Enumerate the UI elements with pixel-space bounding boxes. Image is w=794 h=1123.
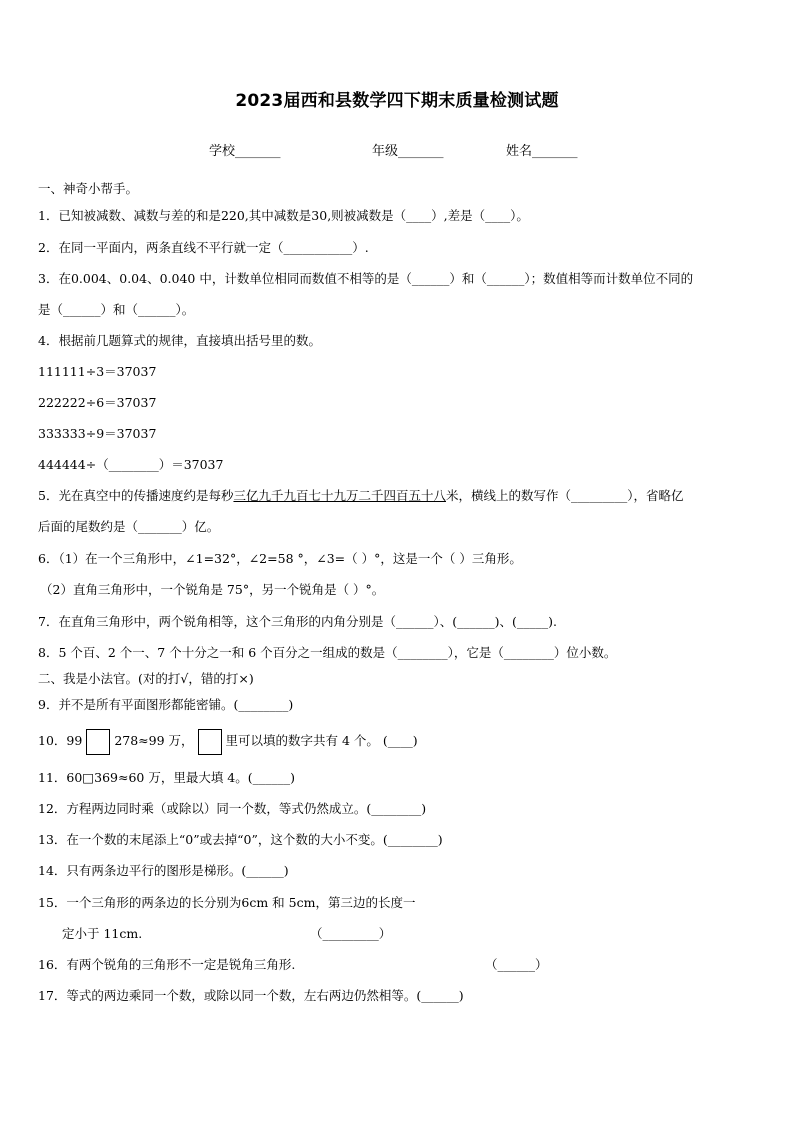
school-field: 学校_______ <box>209 144 281 159</box>
name-field: 姓名_______ <box>506 144 578 159</box>
question-5-suffix: 米，横线上的数写作（_________），省略亿 <box>445 488 684 503</box>
question-5-line-2: 后面的尾数约是（_______）亿。 <box>38 519 220 534</box>
question-6-part-2: （2）直角三角形中，一个锐角是 75°，另一个锐角是（ ）°。 <box>40 582 385 597</box>
question-10 <box>38 728 418 755</box>
question-4-equation-1: 111111÷3＝37037 <box>38 364 157 379</box>
section-heading-1: 一、神奇小帮手。 <box>38 181 139 196</box>
question-9: 9．并不是所有平面图形都能密铺。(________) <box>38 697 294 712</box>
question-13: 13．在一个数的末尾添上“0”或去掉“0”，这个数的大小不变。(________) <box>38 832 443 847</box>
answer-box[interactable] <box>198 729 222 755</box>
question-3-line-1: 3．在0.004、0.04、0.040 中，计数单位相同而数值不相等的是（______）和（______）；数值相等而计数单位不同的 <box>38 271 694 286</box>
question-4-equation-4: 444444÷（________）＝37037 <box>38 457 224 472</box>
question-7: 7．在直角三角形中，两个锐角相等，这个三角形的内角分别是（______）、(______)、(_____). <box>38 614 557 629</box>
question-15-line-2: 定小于 11cm. <box>62 926 143 941</box>
question-16: 16．有两个锐角的三角形不一定是锐角三角形. <box>38 957 296 972</box>
answer-box[interactable] <box>86 729 110 755</box>
question-5-underlined-number: 三亿九千九百七十九万二千四百五十八 <box>233 488 446 503</box>
question-8: 8．5 个百、2 个一、7 个十分之一和 6 个百分之一组成的数是（________），它是（________）位小数。 <box>38 645 617 660</box>
section-heading-2: 二、我是小法官。(对的打√，错的打×) <box>38 671 254 686</box>
grade-field: 年级_______ <box>372 144 444 159</box>
question-10-suffix: 里可以填的数字共有 4 个。 (____) <box>225 733 418 748</box>
question-15-answer-blank: （_________） <box>310 926 392 941</box>
question-5-prefix: 5．光在真空中的传播速度约是每秒 <box>38 488 234 503</box>
question-10-prefix: 10．99 <box>38 733 83 748</box>
question-14: 14．只有两条边平行的图形是梯形。(______) <box>38 863 289 878</box>
question-12: 12．方程两边同时乘（或除以）同一个数，等式仍然成立。(________) <box>38 801 427 816</box>
question-4: 4．根据前几题算式的规律，直接填出括号里的数。 <box>38 333 321 348</box>
question-4-equation-3: 333333÷9＝37037 <box>38 426 157 441</box>
question-16-answer-blank: （______） <box>485 957 548 972</box>
question-2: 2．在同一平面内，两条直线不平行就一定（___________）. <box>38 240 369 255</box>
question-1: 1．已知被减数、减数与差的和是220,其中减数是30,则被减数是（____）,差是（____）。 <box>38 208 529 223</box>
question-4-equation-2: 222222÷6＝37037 <box>38 395 157 410</box>
question-3-line-2: 是（______）和（______）。 <box>38 302 195 317</box>
page-title: 2023届西和县数学四下期末质量检测试题 <box>235 91 559 111</box>
question-15-line-1: 15．一个三角形的两条边的长分别为6cm 和 5cm，第三边的长度一 <box>38 895 416 910</box>
question-10-middle: 278≈99 万， <box>114 733 194 748</box>
question-11: 11．60□369≈60 万，里最大填 4。(______) <box>38 770 296 785</box>
student-info-row <box>0 140 794 160</box>
question-5-line-1 <box>38 488 684 504</box>
question-6-part-1: 6．（1）在一个三角形中，∠1=32°，∠2=58 °，∠3=（ ）°，这是一个（ ）三角形。 <box>38 551 522 566</box>
question-17: 17．等式的两边乘同一个数，或除以同一个数，左右两边仍然相等。(______) <box>38 988 464 1003</box>
